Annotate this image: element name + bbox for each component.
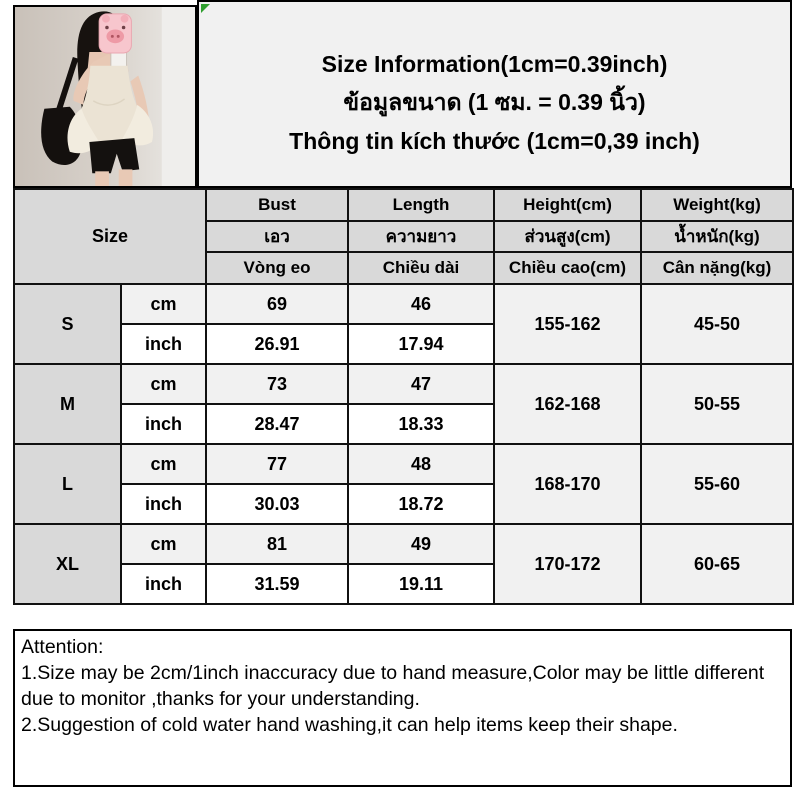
bust-inch-l: 30.03 xyxy=(206,484,348,524)
bust-cm-l: 77 xyxy=(206,444,348,484)
col-header-bust-en: Bust xyxy=(206,189,348,221)
unit-label-inch: inch xyxy=(121,324,206,364)
height-xl: 170-172 xyxy=(494,524,641,604)
height-l: 168-170 xyxy=(494,444,641,524)
length-inch-xl: 19.11 xyxy=(348,564,494,604)
pig-face-sticker xyxy=(99,14,131,53)
attention-heading: Attention: xyxy=(21,636,104,658)
length-cm-xl: 49 xyxy=(348,524,494,564)
table-row-s-cm xyxy=(14,284,793,324)
title-block xyxy=(197,0,792,188)
title-vietnamese: Thông tin kích thước (1cm=0,39 inch) xyxy=(289,128,700,154)
green-triangle-cell-marker-icon xyxy=(201,4,210,13)
attention-line-2: due to monitor ,thanks for your understanding. xyxy=(21,688,420,710)
col-header-weight-en: Weight(kg) xyxy=(641,189,793,221)
weight-xl: 60-65 xyxy=(641,524,793,604)
unit-label-cm: cm xyxy=(121,364,206,404)
unit-label-cm: cm xyxy=(121,444,206,484)
unit-label-cm: cm xyxy=(121,284,206,324)
length-inch-l: 18.72 xyxy=(348,484,494,524)
bust-cm-s: 69 xyxy=(206,284,348,324)
length-cm-m: 47 xyxy=(348,364,494,404)
table-row-m-cm xyxy=(14,364,793,404)
bust-cm-m: 73 xyxy=(206,364,348,404)
bust-inch-xl: 31.59 xyxy=(206,564,348,604)
col-header-height-en: Height(cm) xyxy=(494,189,641,221)
col-header-weight-th: น้ำหนัก(kg) xyxy=(641,221,793,252)
attention-notes xyxy=(13,629,792,787)
size-label-m: M xyxy=(14,364,121,444)
length-inch-m: 18.33 xyxy=(348,404,494,444)
height-m: 162-168 xyxy=(494,364,641,444)
title-thai: ข้อมูลขนาด (1 ซม. = 0.39 นิ้ว) xyxy=(343,89,646,115)
size-label-l: L xyxy=(14,444,121,524)
unit-label-inch: inch xyxy=(121,564,206,604)
attention-line-1: 1.Size may be 2cm/1inch inaccuracy due to hand measure,Color may be little different xyxy=(21,662,765,684)
table-row-l-cm xyxy=(14,444,793,484)
size-header-cell: Size xyxy=(14,189,206,284)
col-header-bust-vi: Vòng eo xyxy=(206,252,348,284)
unit-label-inch: inch xyxy=(121,404,206,444)
col-header-length-en: Length xyxy=(348,189,494,221)
bust-inch-s: 26.91 xyxy=(206,324,348,364)
unit-label-cm: cm xyxy=(121,524,206,564)
size-table xyxy=(13,188,794,605)
weight-s: 45-50 xyxy=(641,284,793,364)
weight-l: 55-60 xyxy=(641,444,793,524)
model-photo xyxy=(13,5,197,188)
bust-cm-xl: 81 xyxy=(206,524,348,564)
table-row-xl-cm xyxy=(14,524,793,564)
col-header-bust-th: เอว xyxy=(206,221,348,252)
col-header-length-vi: Chiều dài xyxy=(348,252,494,284)
col-header-height-vi: Chiều cao(cm) xyxy=(494,252,641,284)
col-header-weight-vi: Cân nặng(kg) xyxy=(641,252,793,284)
model-photo-illustration xyxy=(15,7,195,186)
bust-inch-m: 28.47 xyxy=(206,404,348,444)
length-cm-s: 46 xyxy=(348,284,494,324)
col-header-length-th: ความยาว xyxy=(348,221,494,252)
attention-line-3: 2.Suggestion of cold water hand washing,it can help items keep their shape. xyxy=(21,714,678,736)
title-english: Size Information(1cm=0.39inch) xyxy=(321,51,668,77)
unit-label-inch: inch xyxy=(121,484,206,524)
weight-m: 50-55 xyxy=(641,364,793,444)
length-inch-s: 17.94 xyxy=(348,324,494,364)
height-s: 155-162 xyxy=(494,284,641,364)
size-label-s: S xyxy=(14,284,121,364)
col-header-height-th: ส่วนสูง(cm) xyxy=(494,221,641,252)
size-label-xl: XL xyxy=(14,524,121,604)
length-cm-l: 48 xyxy=(348,444,494,484)
